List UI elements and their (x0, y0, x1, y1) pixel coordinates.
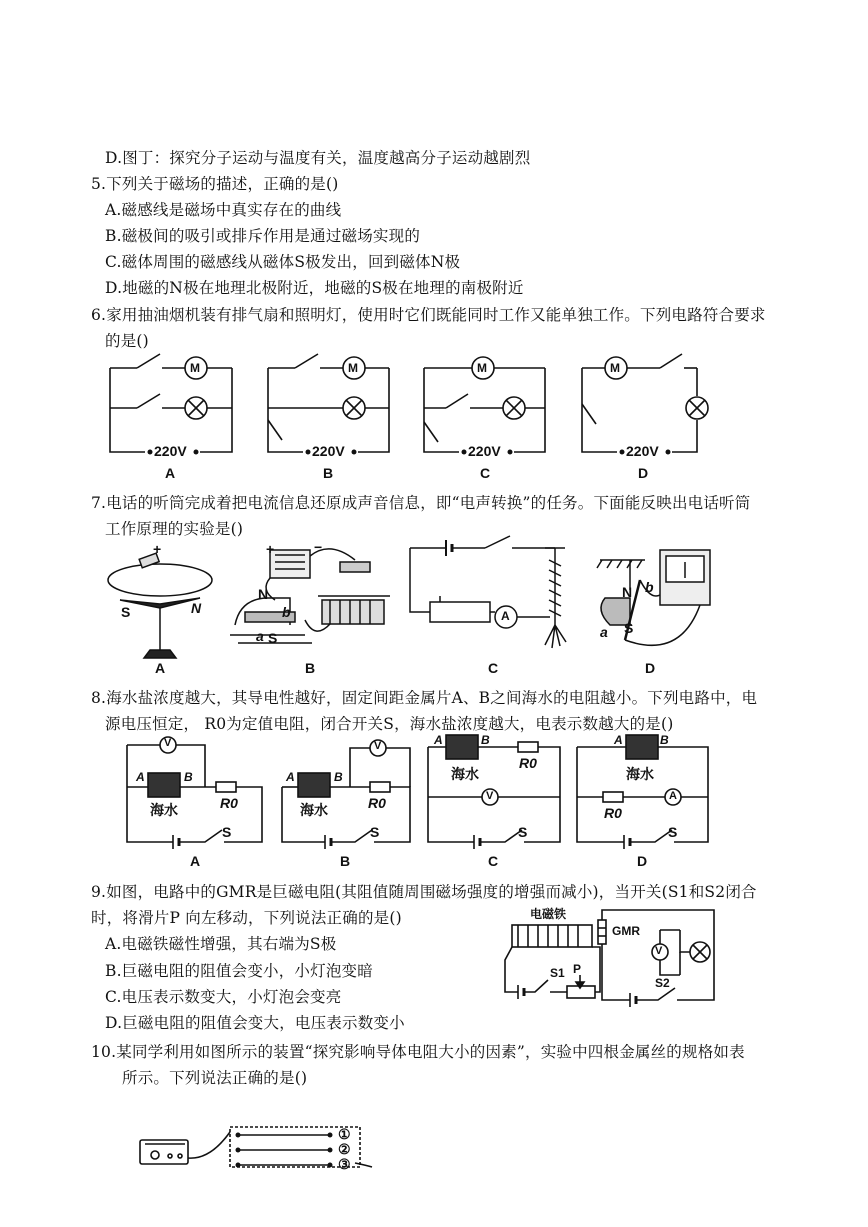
q7-label-a: A (155, 660, 166, 676)
q5-option-c: C.磁体周围的磁感线从磁体S极发出，回到磁体N极 (105, 253, 461, 271)
q7-a-plus: + (153, 541, 162, 557)
q9-stem-line2: 时，将滑片P 向左移动，下列说法正确的是() (91, 909, 402, 927)
q8-d-pb: B (660, 733, 669, 747)
q5-stem: 5.下列关于磁场的描述，正确的是() (91, 175, 339, 193)
q9-s2-label: S2 (655, 976, 670, 990)
q7-b-minus: − (314, 539, 323, 555)
q7-a-s: S (121, 604, 131, 620)
q9-stem-line1: 9.如图，电路中的GMR是巨磁电阻(其阻值随周围磁场强度的增强而减小)，当开关(S1和S2闭合 (91, 883, 757, 901)
q8-b-switch: S (370, 824, 380, 840)
q10-stem-line2: 所示。下列说法正确的是() (122, 1069, 308, 1087)
q10-wire-2: ② (338, 1141, 351, 1157)
q8-d-ammeter: A (669, 790, 677, 802)
q6-c-motor-label: M (477, 361, 487, 375)
q7-label-c: C (488, 660, 499, 676)
q6-a-motor-label: M (190, 361, 200, 375)
q8-a-pb: B (184, 770, 193, 784)
q8-a-pa: A (136, 770, 145, 784)
q7-label-b: B (305, 660, 316, 676)
q8-d-switch: S (668, 824, 678, 840)
q6-stem-line1: 6.家用抽油烟机装有排气扇和照明灯，使用时它们既能同时工作又能单独工作。下列电路符合要求 (91, 306, 766, 324)
q8-a-seawater: 海水 (150, 802, 178, 818)
q6-b-motor-label: M (348, 361, 358, 375)
q8-c-r0: R0 (519, 755, 537, 771)
q7-b-s: S (268, 630, 278, 646)
q6-a-voltage: 220V (154, 443, 187, 459)
q10-stem-line1: 10.某同学利用如图所示的装置“探究影响导体电阻大小的因素”，实验中四根金属丝的规格如表 (91, 1043, 745, 1061)
q8-a-r0: R0 (220, 795, 238, 811)
q6-label-c: C (480, 465, 491, 481)
q9-option-b: B.巨磁电阻的阻值会变小，小灯泡变暗 (105, 962, 373, 980)
q5-option-a: A.磁感线是磁场中真实存在的曲线 (105, 201, 342, 219)
q6-label-a: A (165, 465, 176, 481)
q6-b-voltage: 220V (312, 443, 345, 459)
q7-a-n: N (191, 600, 202, 616)
q8-b-pa: A (286, 770, 295, 784)
q9-gmr-label: GMR (612, 924, 640, 938)
q6-d-voltage: 220V (626, 443, 659, 459)
q9-option-a: A.电磁铁磁性增强，其右端为S极 (105, 935, 337, 953)
q8-b-voltmeter: V (374, 740, 382, 752)
q6-d-motor-label: M (610, 361, 620, 375)
q7-c-ammeter: A (501, 609, 510, 623)
q8-a-switch: S (222, 824, 232, 840)
q8-c-pb: B (481, 733, 490, 747)
q8-b-seawater: 海水 (300, 802, 328, 818)
q7-d-b: b (645, 579, 654, 595)
q9-s1-label: S1 (550, 966, 565, 980)
q8-b-pb: B (334, 770, 343, 784)
q8-c-seawater: 海水 (451, 766, 479, 782)
q7-d-a: a (600, 624, 608, 640)
q8-a-voltmeter: V (164, 737, 172, 749)
q9-option-d: D.巨磁电阻的阻值会变大，电压表示数变小 (105, 1014, 405, 1032)
q8-d-seawater: 海水 (626, 766, 654, 782)
q6-stem-line2: 的是() (105, 332, 149, 350)
q10-wire-1: ① (338, 1126, 351, 1142)
q5-option-d: D.地磁的N极在地理北极附近，地磁的S极在地理的南极附近 (105, 279, 524, 297)
q4-option-d: D.图丁：探究分子运动与温度有关，温度越高分子运动越剧烈 (105, 149, 531, 167)
q8-stem-line2: 源电压恒定， R0为定值电阻，闭合开关S，海水盐浓度越大，电表示数越大的是() (105, 715, 674, 733)
q8-label-c: C (488, 853, 499, 869)
q8-d-pa: A (614, 733, 623, 747)
q5-option-b: B.磁极间的吸引或排斥作用是通过磁场实现的 (105, 227, 421, 245)
q8-c-switch: S (518, 824, 528, 840)
q9-electromagnet-label: 电磁铁 (530, 907, 567, 921)
q7-b-b: b (282, 604, 291, 620)
q7-b-n: N (258, 586, 269, 602)
q8-label-d: D (637, 853, 648, 869)
q9-p-label: P (573, 962, 582, 976)
q8-b-r0: R0 (368, 795, 386, 811)
q9-voltmeter-label: V (655, 945, 663, 957)
q8-d-r0: R0 (604, 805, 622, 821)
q7-b-plus: + (266, 541, 275, 557)
q10-wire-3: ③ (338, 1156, 351, 1172)
q6-label-d: D (638, 465, 649, 481)
q7-d-n: N (622, 584, 633, 600)
q8-c-pa: A (434, 733, 443, 747)
q8-c-voltmeter: V (486, 790, 494, 802)
q6-label-b: B (323, 465, 334, 481)
q6-c-voltage: 220V (468, 443, 501, 459)
q7-label-d: D (645, 660, 656, 676)
q7-stem-line1: 7.电话的听筒完成着把电流信息还原成声音信息，即“电声转换”的任务。下面能反映出电话听筒 (91, 494, 751, 512)
q7-stem-line2: 工作原理的实验是() (105, 520, 244, 538)
q8-stem-line1: 8.海水盐浓度越大，其导电性越好，固定间距金属片A、B之间海水的电阻越小。下列电路中，电 (91, 689, 758, 707)
q7-b-a: a (256, 628, 264, 644)
q9-option-c: C.电压表示数变大，小灯泡会变亮 (105, 988, 342, 1006)
q7-d-s: S (624, 620, 634, 636)
q8-label-a: A (190, 853, 201, 869)
q8-label-b: B (340, 853, 351, 869)
